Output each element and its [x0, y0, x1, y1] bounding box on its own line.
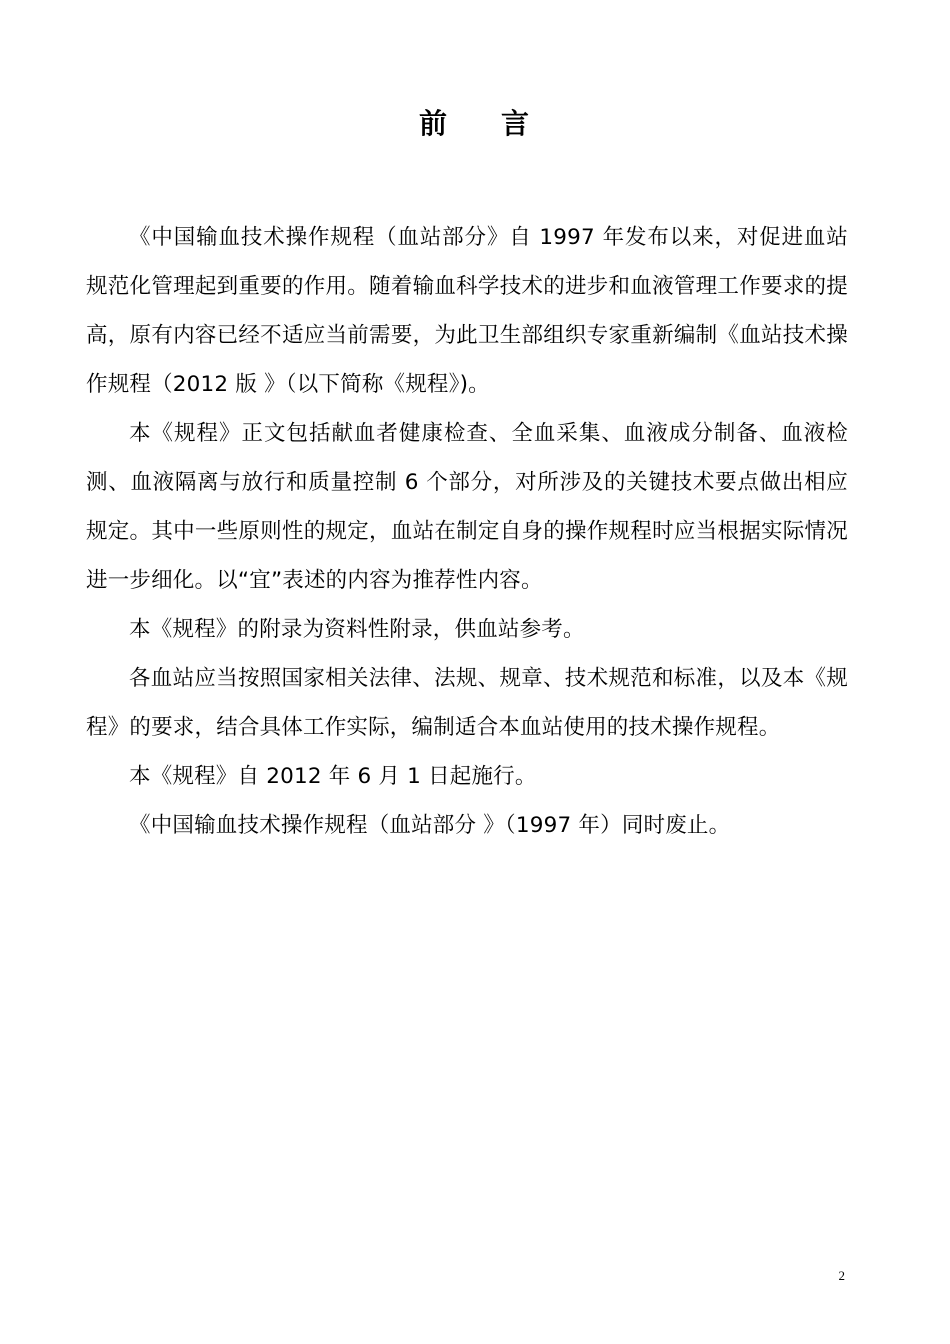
paragraph-3: 本《规程》的附录为资料性附录，供血站参考。: [129, 617, 585, 642]
page-title: [0, 104, 950, 144]
paragraph-6: 《中国输血技术操作规程（血站部分 》（1997 年）同时废止。: [129, 813, 731, 838]
preface-body: [86, 213, 848, 850]
paragraph-2: 本《规程》正文包括献血者健康检查、全血采集、血液成分制备、血液检测、血液隔离与放行和质量控制 6 个部分，对所涉及的关键技术要点做出相应规定。其中一些原则性的规定，血站在制定自身的操作规程时应当根据实际情况进一步细化。以“宜”表述的内容为推荐性内容。: [86, 421, 848, 593]
title-char-1: 前: [418, 107, 449, 140]
paragraph-4: 各血站应当按照国家相关法律、法规、规章、技术规范和标准，以及本《规程》的要求，结合具体工作实际，编制适合本血站使用的技术操作规程。: [86, 666, 848, 740]
paragraph-1: 《中国输血技术操作规程（血站部分》自 1997 年发布以来，对促进血站规范化管理起到重要的作用。随着输血科学技术的进步和血液管理工作要求的提高，原有内容已经不适应当前需要，为此卫生部组织专家重新编制《血站技术操作规程（2012 版 》（以下简称《规程》)。: [86, 225, 848, 397]
title-char-2: 言: [501, 107, 532, 140]
paragraph-5: 本《规程》自 2012 年 6 月 1 日起施行。: [129, 764, 537, 789]
page-number: 2: [838, 1268, 845, 1283]
